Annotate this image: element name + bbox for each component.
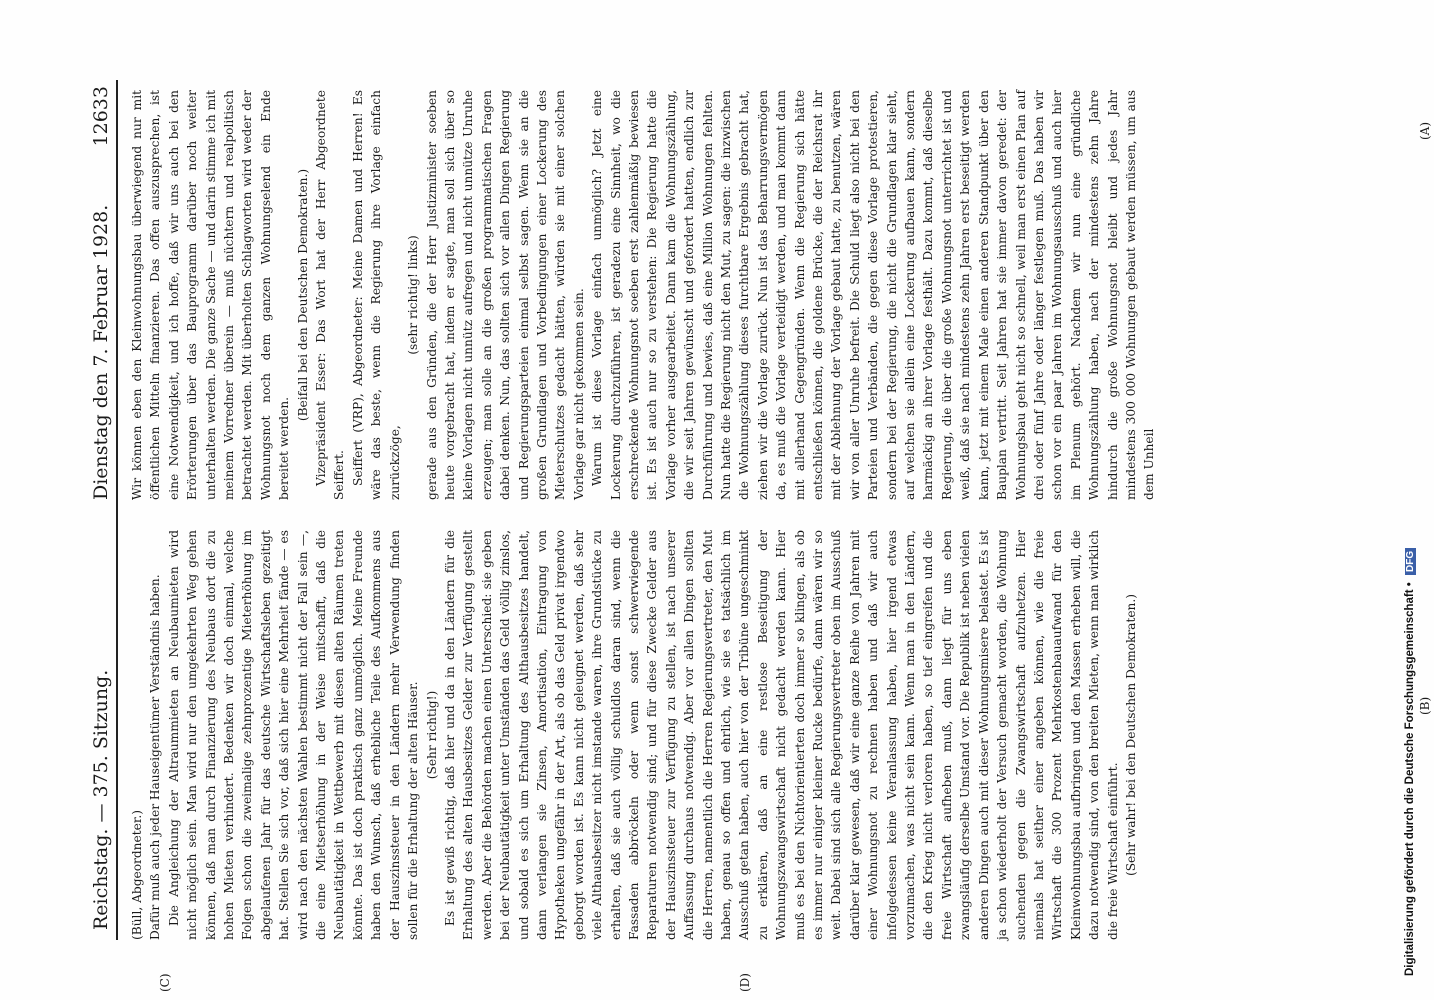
page-number: 12633 bbox=[90, 86, 112, 147]
margin-mark-b: (B) bbox=[1418, 696, 1432, 715]
dfg-attribution bbox=[1404, 16, 1416, 976]
paragraph: Wir können eben den Kleinwohnungsbau überwiegend nur mit öffentlichen Mitteln finanzieren. Das offen auszusprechen, ist eine Notwendigkeit, und ich hoffe, daß wir uns auch bei den Erörterungen über das Bauprogramm darüber noch weiter unterhalten werden. Die ganze Sache — und darin stimme ich mit meinem Vorredner überein — muß nüchtern und realpolitisch betrachtet werden. Mit überholten Schlagworten wird weder der Wohnungsnot noch dem ganzen Wohnungselend ein Ende bereitet werden. bbox=[130, 90, 292, 500]
column-right bbox=[128, 90, 1159, 500]
sidebar-attribution bbox=[1400, 0, 1434, 1000]
margin-mark-a: (A) bbox=[1418, 121, 1432, 140]
page-header bbox=[88, 80, 118, 940]
margin-mark-d: (D) bbox=[738, 973, 752, 992]
paragraph: Seiffert (VRP), Abgeordneter: Meine Damen und Herren! Es wäre das beste, wenn die Regierung ihre Vorlage einfach zurückzöge, bbox=[350, 90, 402, 500]
paragraph: Vizepräsident Esser: Das Wort hat der Herr Abgeordnete Seiffert. bbox=[314, 90, 347, 500]
interjection: (Beifall bei den Deutschen Demokraten.) bbox=[295, 168, 310, 422]
interjection: (Sehr richtig!) bbox=[424, 690, 439, 780]
speaker-line: (Büll, Abgeordneter.) bbox=[130, 810, 144, 940]
paragraph: gerade aus den Gründen, die der Herr Justizminister soeben heute vorgebracht hat, indem er sagte, man soll sich über so kleine Vorlagen nicht unnütz aufregen und nicht unnütze Unruhe erzeugen; man solle an die großen programmatischen Fragen dabei denken. Nun, das sollten sich vor allen Dingen Regierung und Regierungsparteien einmal selbst sagen. Wenn sie an die großen Grundlagen und Vorbedingungen einer Lockerung des Mieterschutzes gedacht hätten, würden sie mit einer solchen Vorlage gar nicht gekommen sein. bbox=[424, 90, 586, 500]
attribution-text: Digitalisierung gefördert durch die Deutsche Forschungsgemeinschaft • bbox=[1404, 582, 1416, 976]
paragraph: Es ist gewiß richtig, daß hier und da in den Ländern für die Erhaltung des alten Hausbesitzes Gelder zur Verfügung gestellt werden. Aber die Behörden machen einen Unterschied: sie geben bei der Neubautätigkeit unter Umständen das Geld völlig zinslos, und sobald es sich um Erhaltung des Althausbesitzes handelt, dann verlangen sie Zinsen, Amortisation, Eintragung von Hypotheken ungefähr in der Art, als ob das Geld privat irgendwo geborgt worden ist. Es kann nicht geleugnet werden, daß sehr viele Althausbesitzer nicht imstande waren, ihre Grundstücke zu erhalten, daß sie auch völlig schuldlos daran sind, wenn die Fassaden abbröckeln oder wenn sonst schwerwiegende Reparaturen notwendig sind; und für diese Zwecke Gelder aus der Hauszinssteuer zur Verfügung zu stellen, ist nach unserer Auffassung durchaus notwendig. Aber vor allen Dingen sollten die Herren, namentlich die Herren Regierungsvertreter, den Mut haben, genau so offen und ehrlich, wie sie es tatsächlich im Ausschuß getan haben, auch hier von der Tribüne ungeschminkt zu erklären, daß an eine restlose Beseitigung der Wohnungszwangswirtschaft nicht gedacht werden kann. Hier muß es bei den Nichtorientierten doch immer so klingen, als ob es immer nur einiger kleiner Rucke bedürfe, dann wären wir so weit. Dabei sind sich alle Regierungsvertreter oben im Ausschuß darüber klar gewesen, daß wir eine ganze Reihe von Jahren mit einer Wohnungsnot zu rechnen haben und daß wir auch infolgedessen keine Veranlassung haben, hier irgend etwas vorzumachen, was nicht sein kann. Wenn man in den Ländern, die den Krieg nicht verloren haben, so tief eingreifen und die freie Wirtschaft aufheben muß, dann liegt für uns eben zwangsläufig derselbe Umstand vor. Die Republik ist neben vielen anderen Dingen auch mit dieser Wohnungsmisere belastet. Es ist ja schon wiederholt der Versuch gemacht worden, die Wohnung suchenden gegen die Zwangswirtschaft aufzuhetzen. Hier niemals hat seither einer angeben können, wie die freie Wirtschaft die 300 Prozent Mehrkostenbauaufwand für den Kleinwohnungsbau aufbringen und den Massen erheben will, die dazu notwendig sind, von den breiten Mieten, wenn man wirklich die freie Wirtschaft einführt. bbox=[442, 530, 1120, 940]
interjection: (Sehr wahr! bei den Deutschen Demokraten.) bbox=[1123, 593, 1138, 877]
header-left: Reichstag. — 375. Sitzung. bbox=[90, 669, 112, 930]
paragraph: Die Angleichung der Altraummieten an Neubaumieten wird nicht möglich sein. Man wird nur den umgekehrten Weg gehen können, daß man durch Finanzierung des Neubaus dort die zu hohen Mieten verhindert. Bedenken wir doch einmal, welche Folgen schon die zweimalige zehnprozentige Mieterhöhung im abgelaufenen Jahr für das deutsche Wirtschaftsleben gezeitigt hat. Stellen Sie sich vor, daß sich hier eine Mehrheit fände — es wird nach den nächsten Wahlen bestimmt nicht der Fall sein —, die eine Mietserhöhung in der Weise mitschafft, daß die Neubautätigkeit in Wettbewerb mit diesen alten Räumen treten könnte. Das ist doch praktisch ganz unmöglich. Meine Freunde haben den Wunsch, daß erhebliche Teile des Aufkommens aus der Hauszinssteuer in den Ländern mehr Verwendung finden sollen für die Erhaltung der alten Häuser. bbox=[166, 530, 421, 940]
header-date: Dienstag den 7. Februar 1928. bbox=[90, 204, 112, 500]
margin-mark-c: (C) bbox=[158, 973, 172, 992]
paragraph: Dafür muß auch jeder Hauseigentümer Verständnis haben. bbox=[148, 574, 163, 940]
dfg-logo: DFG bbox=[1405, 548, 1416, 575]
interjection: (sehr richtig! links) bbox=[406, 235, 421, 355]
paragraph: Warum ist diese Vorlage einfach unmöglich? Jetzt eine Lockerung durchzuführen, ist geradezu eine Sinnheit, wo die erschreckende Wohnungsnot soeben erst zahlenmäßig bewiesen ist. Es ist auch nur so zu verstehen: Die Regierung hatte die Vorlage vorher ausgearbeitet. Dann kam die Wohnungszählung, die wir seit Jahren gewünscht und gefordert hatten, endlich zur Durchführung und bewies, daß eine Million Wohnungen fehlten. Nun hatte die Regierung nicht den Mut, zu sagen: die inzwischen die Wohnungszählung dieses furchtbare Ergebnis gebracht hat, ziehen wir die Vorlage zurück. Nun ist das Beharrungsvermögen da, es muß die Vorlage verteidigt werden, und man kommt dann mit allerhand Gegengründen. Wenn die Regierung sich hätte entschließen können, die goldene Brücke, die der Reichsrat ihr mit der Ablehnung der Vorlage gebaut hatte, zu benutzen, wären wir von aller Unruhe befreit. Die Schuld liegt also nicht bei den Parteien und Verbänden, die gegen diese Vorlage protestieren, sondern bei der Regierung, die nicht die Grundlagen klar sieht, auf welchen sie allein eine Lockerung aufbauen kann, sondern harmäckig an ihrer Vorlage festhält. Dazu kommt, daß dieselbe Regierung, die über die große Wohnungsnot unterrichtet ist und weiß, daß sie nach mindestens zehn Jahren erst beseitigt werden kann, jetzt mit einem Male einen anderen Standpunkt über den Bauplan vertritt. Seit Jahren hat sie immer davon geredet: der Wohnungsbau geht nicht so schnell, weil man erst einen Plan auf drei oder fünf Jahre oder länger festlegen muß. Das haben wir schon vor ein paar Jahren im Wohnungsausschuß und auch hier im Plenum gehört. Nachdem wir nun eine gründliche Wohnungszählung haben, nach der mindestens zehn Jahre hindurch die große Wohnungsnot bleibt und jedes Jahr mindestens 300 000 Wohnungen gebaut werden müssen, um aus dem Unheil bbox=[590, 90, 1157, 500]
column-left bbox=[128, 530, 1140, 940]
